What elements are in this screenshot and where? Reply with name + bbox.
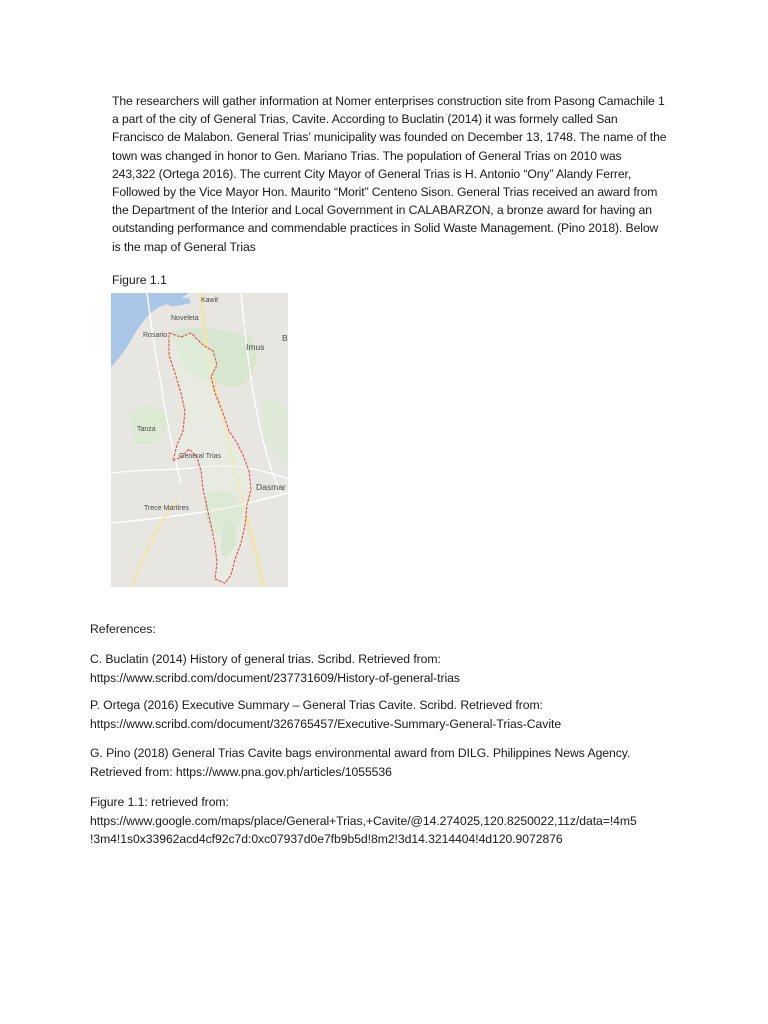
map-label-noveleta: Noveleta <box>171 315 199 322</box>
map-image <box>111 293 288 587</box>
map-label-tanza: Tanza <box>137 426 156 433</box>
reference-item <box>90 650 690 687</box>
references-heading: References: <box>90 622 156 636</box>
reference-item <box>90 696 690 733</box>
reference-citation: P. Ortega (2016) Executive Summary – General Trias Cavite. Scribd. Retrieved from: <box>90 698 543 712</box>
reference-url: https://www.scribd.com/document/237731609/History-of-general-trias <box>90 670 460 685</box>
reference-url-continued: !3m4!1s0x33962acd4cf92c7d:0xc07937d0e7fb9b5d!8m2!3d14.3214404!4d120.9072876 <box>90 832 563 847</box>
map-label-dasmar: Dasmar <box>256 482 286 492</box>
reference-url: Retrieved from: https://www.pna.gov.ph/articles/1055536 <box>90 764 392 779</box>
reference-url: https://www.scribd.com/document/326765457/Executive-Summary-General-Trias-Cavite <box>90 716 562 731</box>
intro-paragraph: The researchers will gather information at Nomer enterprises construction site from Pasong Camachile 1 a part of the city of General Trias, Cavite. According to Buclatin (2014) it was formely called San Francisco de Malabon. General Trias’ municipality was founded on December 13, 1748. The name of the town was changed in honor to Gen. Mariano Trias. The population of General Trias on 2010 was 243,322 (Ortega 2016). The current City Mayor of General Trias is H. Antonio “Ony” Alandy Ferrer, Followed by the Vice Mayor Hon. Maurito “Morit” Centeno Sison. General Trias received an award from the Department of the Interior and Local Government in CALABARZON, a bronze award for having an outstanding performance and commendable practices in Solid Waste Management. (Pino 2018). Below is the map of General Trias <box>112 94 667 254</box>
reference-item <box>90 744 690 781</box>
map-label-rosario: Rosario <box>143 332 168 339</box>
map-label-kawit: Kawit <box>201 297 219 304</box>
figure-label: Figure 1.1 <box>112 273 167 287</box>
reference-item <box>90 793 690 849</box>
reference-citation: G. Pino (2018) General Trias Cavite bags environmental award from DILG. Philippines News Agency. <box>90 746 631 760</box>
reference-citation: C. Buclatin (2014) History of general trias. Scribd. Retrieved from: <box>90 652 441 666</box>
reference-citation: Figure 1.1: retrieved from: <box>90 795 229 809</box>
map-label-b: B <box>282 333 288 343</box>
map-label-imus: Imus <box>246 342 265 352</box>
reference-url: https://www.google.com/maps/place/General+Trias,+Cavite/@14.274025,120.8250022,11z/data=!4m5 <box>90 813 637 828</box>
map-label-general-trias: General Trias <box>179 453 222 460</box>
map-label-trece-martires: Trece Martires <box>144 505 189 512</box>
map-graphic <box>111 293 288 587</box>
